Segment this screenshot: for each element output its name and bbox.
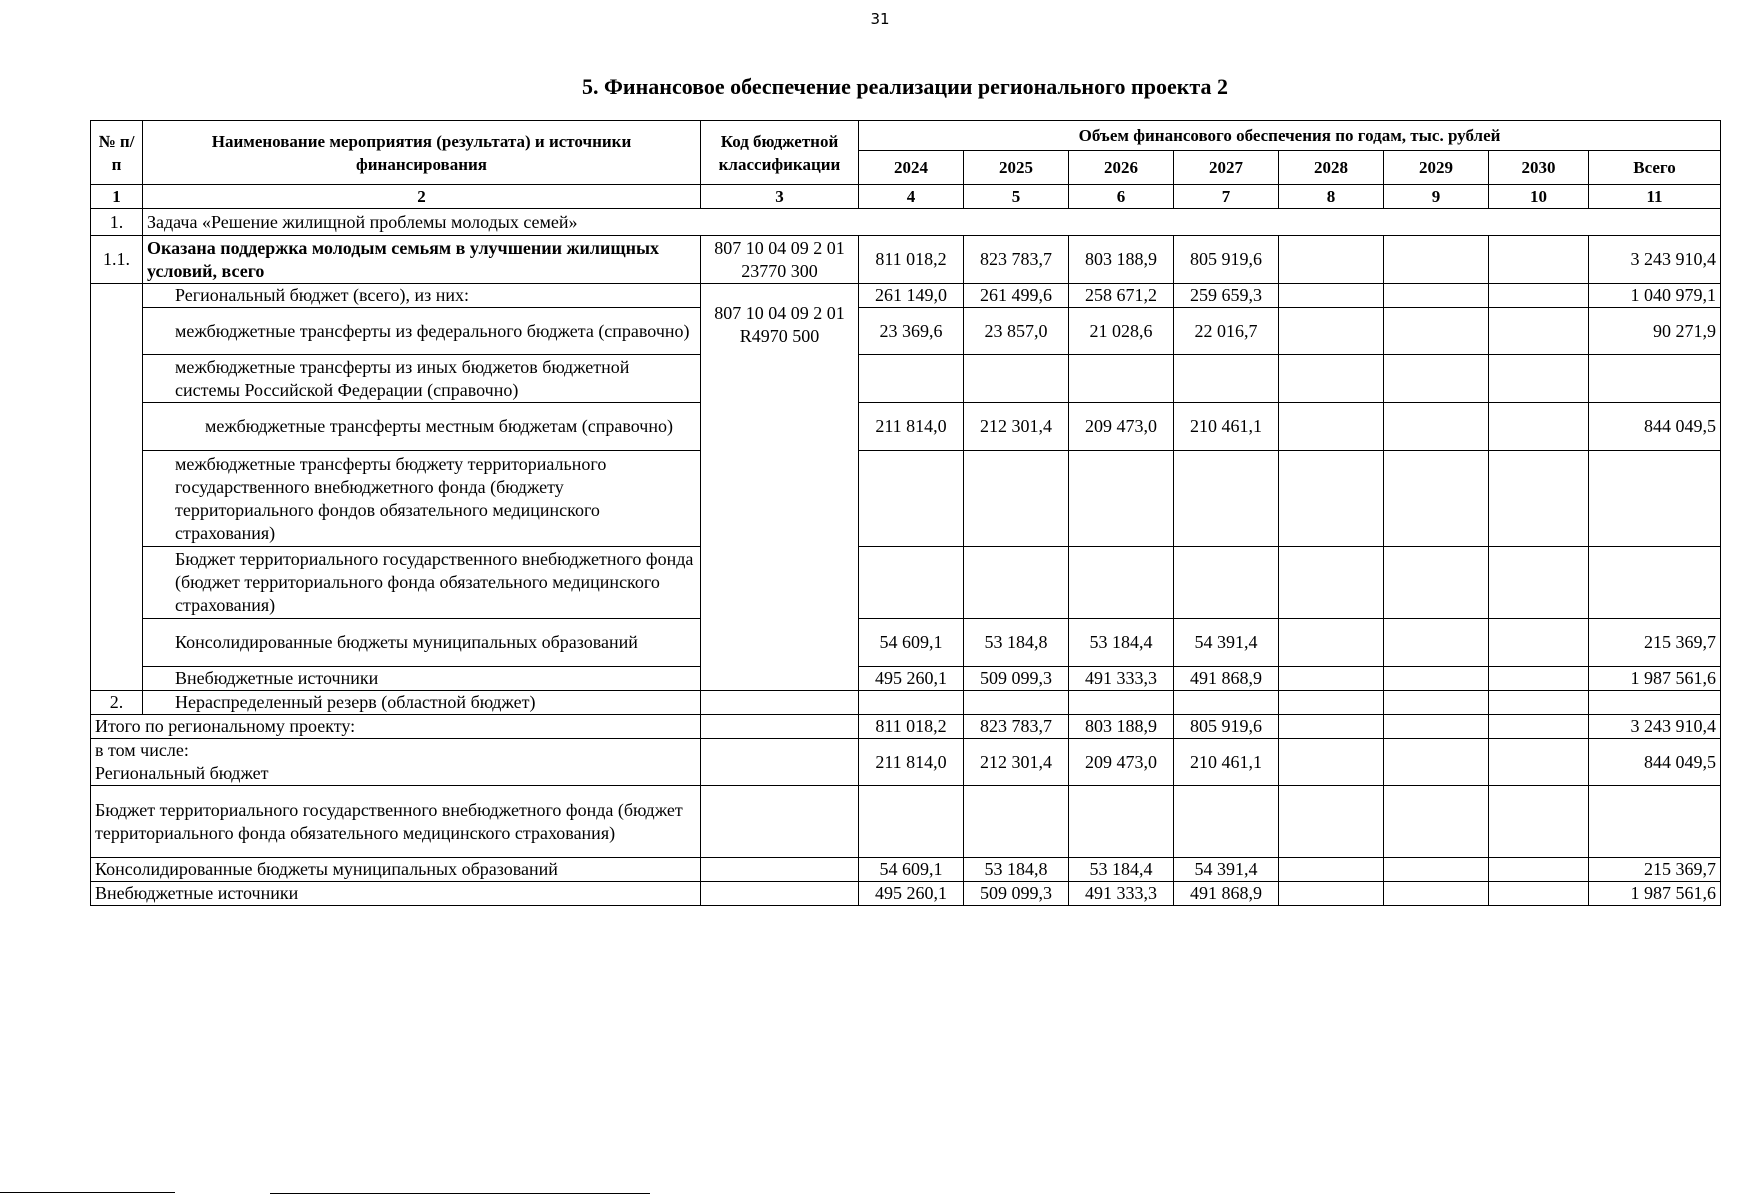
budget-code (701, 739, 859, 786)
cell-value: 54 609,1 (859, 619, 964, 667)
cell-value (1384, 403, 1489, 451)
cell-value: 21 028,6 (1069, 308, 1174, 355)
col-number: 6 (1069, 185, 1174, 209)
header-year: 2028 (1279, 151, 1384, 185)
cell-value: 803 188,9 (1069, 236, 1174, 284)
col-number: 5 (964, 185, 1069, 209)
financing-table (90, 120, 1721, 906)
cell-value: 212 301,4 (964, 739, 1069, 786)
cell-value (1279, 403, 1384, 451)
cell-value (1069, 691, 1174, 715)
cell-value: 844 049,5 (1589, 739, 1721, 786)
cell-value: 53 184,8 (964, 619, 1069, 667)
row-num: 2. (91, 691, 143, 715)
cell-value: 215 369,7 (1589, 619, 1721, 667)
col-number: 2 (143, 185, 701, 209)
cell-value: 491 868,9 (1174, 667, 1279, 691)
cell-value: 509 099,3 (964, 882, 1069, 906)
cell-value: 53 184,8 (964, 858, 1069, 882)
cell-value: 54 391,4 (1174, 619, 1279, 667)
cell-value (964, 355, 1069, 403)
cell-value: 261 149,0 (859, 284, 964, 308)
cell-value: 212 301,4 (964, 403, 1069, 451)
row-label: Консолидированные бюджеты муниципальных образований (91, 858, 701, 882)
page-title: 5. Финансовое обеспечение реализации регионального проекта 2 (582, 74, 1228, 99)
cell-value (859, 547, 964, 619)
cell-value: 1 987 561,6 (1589, 667, 1721, 691)
cell-value (859, 786, 964, 858)
row-label-line: Региональный бюджет (95, 763, 269, 783)
cell-value (1279, 691, 1384, 715)
row-label: межбюджетные трансферты бюджету территориального государственного внебюджетного фонда (бюджету территориального фондов обязательного медицинского страхования) (143, 451, 701, 547)
row-label: Внебюджетные источники (91, 882, 701, 906)
header-year: 2026 (1069, 151, 1174, 185)
col-number: 11 (1589, 185, 1721, 209)
col-number: 10 (1489, 185, 1589, 209)
header-year: 2025 (964, 151, 1069, 185)
header-year: 2030 (1489, 151, 1589, 185)
cell-value (1384, 667, 1489, 691)
row-num (91, 284, 143, 691)
cell-value (1589, 786, 1721, 858)
table-row (91, 403, 1721, 451)
row-num: 1.1. (91, 236, 143, 284)
cell-value: 811 018,2 (859, 715, 964, 739)
cell-value: 90 271,9 (1589, 308, 1721, 355)
cell-value (1279, 308, 1384, 355)
cell-value: 215 369,7 (1589, 858, 1721, 882)
cell-value (1589, 691, 1721, 715)
budget-code: 807 10 04 09 2 01 R4970 500 (701, 284, 859, 691)
header-year: 2027 (1174, 151, 1279, 185)
cell-value (1384, 236, 1489, 284)
cell-value (1384, 691, 1489, 715)
table-row-total (91, 882, 1721, 906)
cell-value (1489, 715, 1589, 739)
cell-value (1489, 739, 1589, 786)
cell-value (964, 451, 1069, 547)
row-label: Консолидированные бюджеты муниципальных образований (143, 619, 701, 667)
cell-value (1069, 451, 1174, 547)
cell-value: 491 333,3 (1069, 882, 1174, 906)
col-number: 1 (91, 185, 143, 209)
row-label (91, 739, 701, 786)
cell-value: 261 499,6 (964, 284, 1069, 308)
cell-value: 23 857,0 (964, 308, 1069, 355)
cell-value: 823 783,7 (964, 715, 1069, 739)
row-label: межбюджетные трансферты из иных бюджетов бюджетной системы Российской Федерации (справочно) (143, 355, 701, 403)
cell-value: 491 333,3 (1069, 667, 1174, 691)
cell-value (1174, 786, 1279, 858)
cell-value (859, 691, 964, 715)
cell-value (1384, 619, 1489, 667)
col-number: 7 (1174, 185, 1279, 209)
table-row-task (91, 209, 1721, 236)
budget-code (701, 715, 859, 739)
budget-code: 807 10 04 09 2 01 23770 300 (701, 236, 859, 284)
cell-value (1489, 308, 1589, 355)
cell-value (1279, 715, 1384, 739)
cell-value (1279, 786, 1384, 858)
row-label: Бюджет территориального государственного внебюджетного фонда (бюджет территориального фонда обязательного медицинского страхования) (91, 786, 701, 858)
cell-value: 53 184,4 (1069, 619, 1174, 667)
table-row (91, 667, 1721, 691)
col-number: 4 (859, 185, 964, 209)
cell-value: 209 473,0 (1069, 403, 1174, 451)
cell-value (1589, 355, 1721, 403)
table-row (91, 355, 1721, 403)
cell-value (1489, 882, 1589, 906)
cell-value: 53 184,4 (1069, 858, 1174, 882)
cell-value (964, 691, 1069, 715)
row-num: 1. (91, 209, 143, 236)
cell-value (1174, 355, 1279, 403)
cell-value (1489, 786, 1589, 858)
cell-value (1069, 547, 1174, 619)
cell-value (1279, 858, 1384, 882)
cell-value (1279, 667, 1384, 691)
cell-value (859, 355, 964, 403)
table-row-total (91, 715, 1721, 739)
cell-value: 22 016,7 (1174, 308, 1279, 355)
cell-value (1589, 547, 1721, 619)
row-label-line: в том числе: (95, 740, 189, 760)
table-row (91, 284, 1721, 308)
header-num: № п/п (91, 121, 143, 185)
cell-value (1174, 547, 1279, 619)
cell-value: 3 243 910,4 (1589, 236, 1721, 284)
budget-code (701, 691, 859, 715)
cell-value: 211 814,0 (859, 403, 964, 451)
table-row-total (91, 858, 1721, 882)
row-label: Итого по региональному проекту: (91, 715, 701, 739)
cell-value: 495 260,1 (859, 882, 964, 906)
header-total: Всего (1589, 151, 1721, 185)
cell-value (1279, 451, 1384, 547)
cell-value (1489, 667, 1589, 691)
cell-value: 3 243 910,4 (1589, 715, 1721, 739)
row-label: Региональный бюджет (всего), из них: (143, 284, 701, 308)
row-label: Бюджет территориального государственного внебюджетного фонда (бюджет территориального фонда обязательного медицинского страхования) (143, 547, 701, 619)
cell-value: 1 040 979,1 (1589, 284, 1721, 308)
cell-value: 211 814,0 (859, 739, 964, 786)
cell-value (1589, 451, 1721, 547)
cell-value (1384, 547, 1489, 619)
row-label: межбюджетные трансферты местным бюджетам (справочно) (143, 403, 701, 451)
cell-value (1279, 355, 1384, 403)
table-row-total (91, 786, 1721, 858)
budget-code (701, 858, 859, 882)
header-volume: Объем финансового обеспечения по годам, тыс. рублей (859, 121, 1721, 151)
cell-value: 54 609,1 (859, 858, 964, 882)
cell-value (1279, 284, 1384, 308)
col-number: 3 (701, 185, 859, 209)
cell-value (1384, 715, 1489, 739)
table-row (91, 308, 1721, 355)
cell-value: 210 461,1 (1174, 739, 1279, 786)
cell-value: 844 049,5 (1589, 403, 1721, 451)
scan-line (0, 1192, 175, 1193)
table-row-total (91, 739, 1721, 786)
cell-value (1384, 308, 1489, 355)
cell-value: 805 919,6 (1174, 715, 1279, 739)
cell-value (1489, 547, 1589, 619)
row-label: Оказана поддержка молодым семьям в улучшении жилищных условий, всего (143, 236, 701, 284)
cell-value (1384, 451, 1489, 547)
cell-value (859, 451, 964, 547)
cell-value (1069, 355, 1174, 403)
cell-value (1489, 691, 1589, 715)
cell-value: 823 783,7 (964, 236, 1069, 284)
header-name: Наименование мероприятия (результата) и источники финансирования (143, 121, 701, 185)
budget-code (701, 786, 859, 858)
table-row (91, 236, 1721, 284)
header-code: Код бюджетной классификации (701, 121, 859, 185)
table-row (91, 619, 1721, 667)
cell-value (964, 786, 1069, 858)
table-row (91, 451, 1721, 547)
cell-value (1279, 739, 1384, 786)
cell-value: 491 868,9 (1174, 882, 1279, 906)
header-year: 2029 (1384, 151, 1489, 185)
cell-value: 495 260,1 (859, 667, 964, 691)
cell-value (1384, 739, 1489, 786)
cell-value: 54 391,4 (1174, 858, 1279, 882)
cell-value (1489, 403, 1589, 451)
cell-value (1489, 236, 1589, 284)
cell-value: 23 369,6 (859, 308, 964, 355)
cell-value (1489, 355, 1589, 403)
cell-value (1384, 786, 1489, 858)
cell-value (1279, 236, 1384, 284)
row-label: межбюджетные трансферты из федерального бюджета (справочно) (143, 308, 701, 355)
cell-value (1174, 451, 1279, 547)
table-row-reserve (91, 691, 1721, 715)
cell-value: 803 188,9 (1069, 715, 1174, 739)
cell-value (1279, 547, 1384, 619)
cell-value: 259 659,3 (1174, 284, 1279, 308)
cell-value (1384, 858, 1489, 882)
cell-value: 210 461,1 (1174, 403, 1279, 451)
col-number: 9 (1384, 185, 1489, 209)
table-row (91, 547, 1721, 619)
task-label: Задача «Решение жилищной проблемы молодых семей» (143, 209, 1721, 236)
cell-value: 811 018,2 (859, 236, 964, 284)
cell-value (1279, 619, 1384, 667)
row-label: Внебюджетные источники (143, 667, 701, 691)
cell-value (1489, 619, 1589, 667)
cell-value: 509 099,3 (964, 667, 1069, 691)
cell-value (1384, 882, 1489, 906)
row-label: Нераспределенный резерв (областной бюджет) (143, 691, 701, 715)
cell-value (1489, 284, 1589, 308)
cell-value: 258 671,2 (1069, 284, 1174, 308)
header-year: 2024 (859, 151, 964, 185)
scan-line (270, 1193, 650, 1194)
cell-value (1174, 691, 1279, 715)
cell-value: 1 987 561,6 (1589, 882, 1721, 906)
cell-value: 805 919,6 (1174, 236, 1279, 284)
cell-value (1489, 858, 1589, 882)
cell-value: 209 473,0 (1069, 739, 1174, 786)
cell-value (1489, 451, 1589, 547)
cell-value (1384, 284, 1489, 308)
budget-code (701, 882, 859, 906)
cell-value (1279, 882, 1384, 906)
col-number: 8 (1279, 185, 1384, 209)
page-number: 31 (870, 10, 890, 28)
cell-value (1069, 786, 1174, 858)
cell-value (1384, 355, 1489, 403)
cell-value (964, 547, 1069, 619)
